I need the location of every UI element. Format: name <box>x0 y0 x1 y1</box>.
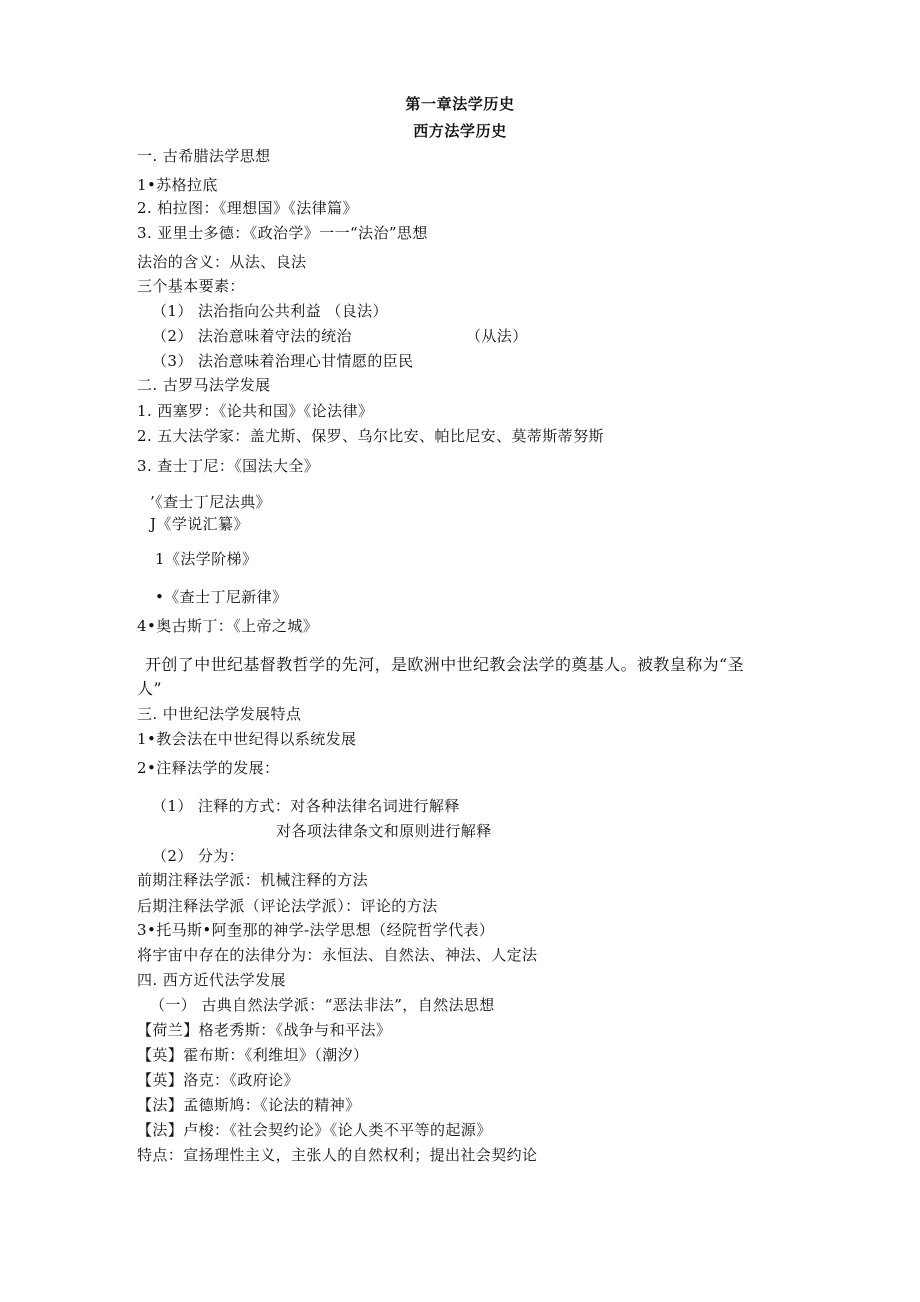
text-line: （2） 分为： <box>152 847 245 865</box>
text-line: 对各项法律条文和原则进行解释 <box>276 822 492 840</box>
section-heading: 四. 西方近代法学发展 <box>137 971 286 989</box>
text-line: 开创了中世纪基督教哲学的先河，是欧洲中世纪教会法学的奠基人。被教皇称为“圣 <box>145 655 744 674</box>
text-line: 特点：宣扬理性主义，主张人的自然权利；提出社会契约论 <box>137 1146 538 1164</box>
text-line: （2） 法治意味着守法的统治 <box>152 327 352 345</box>
text-line: 4•奥古斯丁：《上帝之城》 <box>137 617 319 635</box>
text-line: 法治的含义：从法、良法 <box>137 253 307 271</box>
text-line: 三个基本要素： <box>137 277 245 295</box>
text-line: 【荷兰】格老秀斯：《战争与和平法》 <box>137 1021 392 1039</box>
text-line: 3•托马斯•阿奎那的神学-法学思想（经院哲学代表） <box>137 921 495 939</box>
text-line: 【英】霍布斯：《利维坦》（潮汐） <box>137 1046 369 1064</box>
text-line: •《查士丁尼新律》 <box>155 588 288 606</box>
section-heading: 二. 古罗马法学发展 <box>137 376 271 394</box>
document-title: 第一章法学历史 <box>405 95 515 113</box>
text-line: 【英】洛克：《政府论》 <box>137 1071 299 1089</box>
text-line: 3. 查士丁尼：《国法大全》 <box>137 457 320 475</box>
text-line: 3. 亚里士多德：《政治学》一一“法治”思想 <box>137 224 428 242</box>
text-line: 前期注释法学派：机械注释的方法 <box>137 871 369 889</box>
text-line: （从法） <box>466 327 528 345</box>
text-line: 2. 五大法学家：盖尤斯、保罗、乌尔比安、帕比尼安、莫蒂斯蒂努斯 <box>137 427 604 445</box>
text-line: J《学说汇纂》 <box>150 515 249 533</box>
text-line: ’《查士丁尼法典》 <box>150 493 271 511</box>
text-line: （一） 古典自然法学派：“恶法非法”，自然法思想 <box>150 996 495 1014</box>
section-heading: 三. 中世纪法学发展特点 <box>137 705 302 723</box>
text-line: 将宇宙中存在的法律分为：永恒法、自然法、神法、人定法 <box>137 946 538 964</box>
text-line: （1） 法治指向公共利益 （良法） <box>152 302 388 320</box>
text-line: 1•苏格拉底 <box>137 176 218 194</box>
text-line: 2. 柏拉图：《理想国》《法律篇》 <box>137 199 358 217</box>
text-line: 【法】孟德斯鸠：《论法的精神》 <box>137 1096 361 1114</box>
text-line: （1） 注释的方式：对各种法律名词进行解释 <box>152 797 460 815</box>
text-line: 2•注释法学的发展： <box>137 759 280 777</box>
text-line: 后期注释法学派（评论法学派）：评论的方法 <box>137 897 438 915</box>
text-line: 1. 西塞罗：《论共和国》《论法律》 <box>137 402 374 420</box>
document-subtitle: 西方法学历史 <box>413 122 507 140</box>
text-line: 1《法学阶梯》 <box>155 550 258 568</box>
text-line: 人” <box>137 679 162 698</box>
section-heading: 一. 古希腊法学思想 <box>137 147 271 165</box>
text-line: （3） 法治意味着治理心甘情愿的臣民 <box>152 352 414 370</box>
text-line: 【法】卢梭：《社会契约论》《论人类不平等的起源》 <box>137 1121 492 1139</box>
text-line: 1•教会法在中世纪得以系统发展 <box>137 730 357 748</box>
